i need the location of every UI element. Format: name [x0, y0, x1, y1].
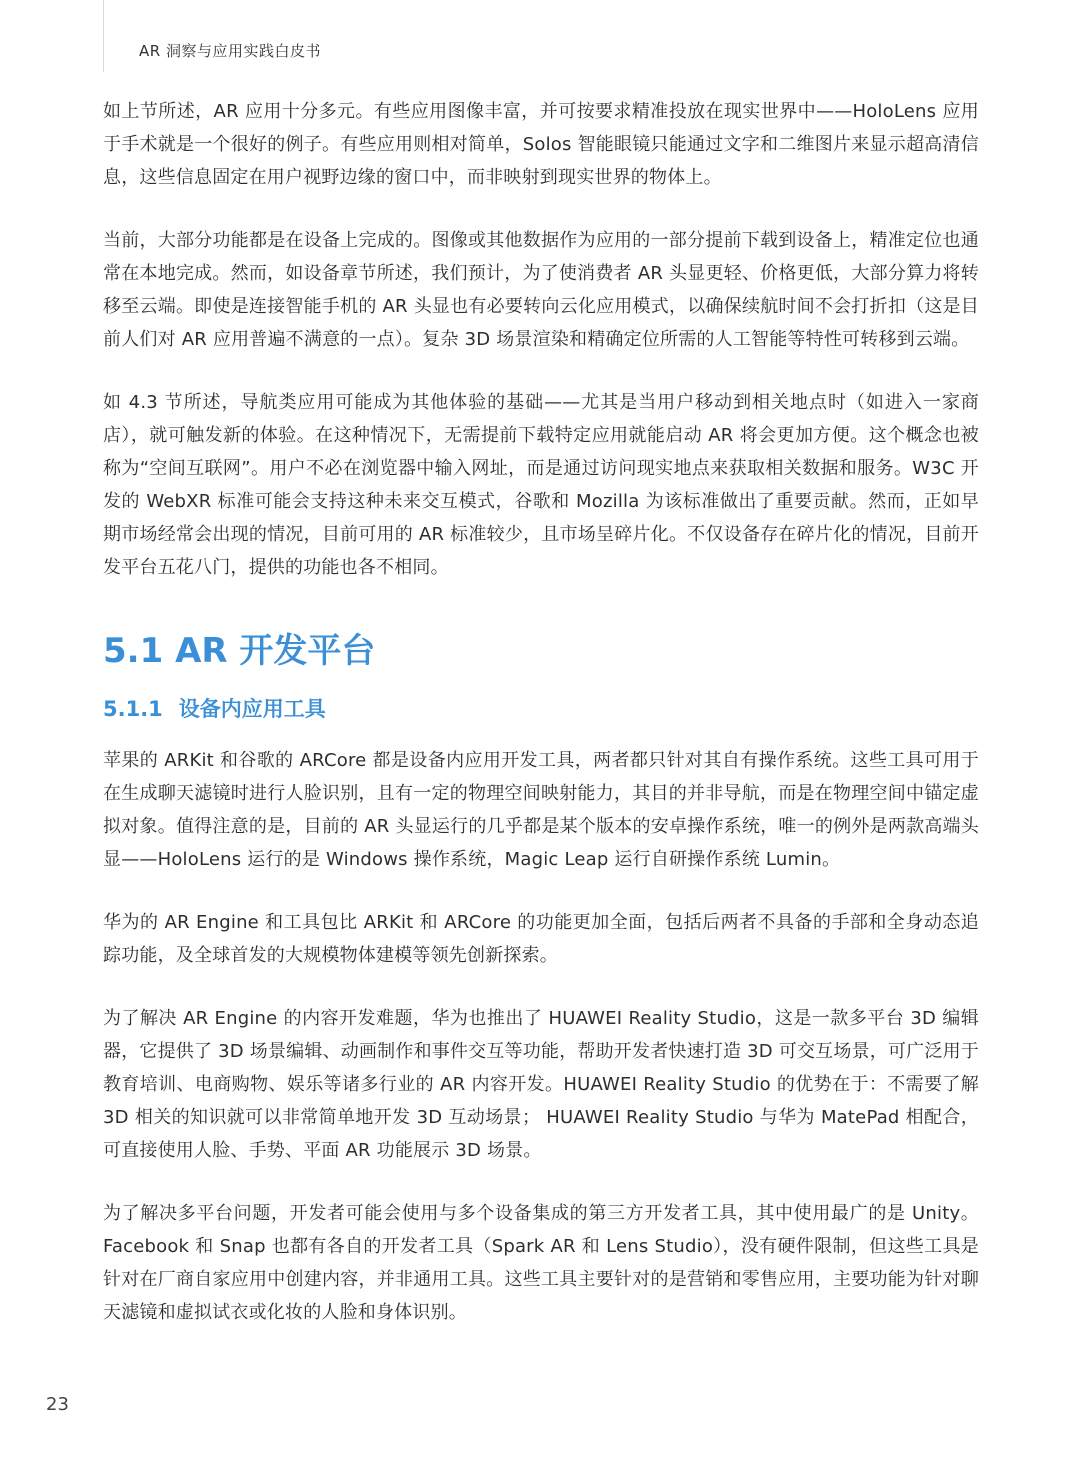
intro-paragraph-3: 如 4.3 节所述，导航类应用可能成为其他体验的基础——尤其是当用户移动到相关地点时（如进入一家商店），就可触发新的体验。在这种情况下，无需提前下载特定应用就能启动 AR 将会更加方便。这个概念也被称为“空间互联网”。用户不必在浏览器中输入网址，而是通过访问现实地点来获取相关数据和服务。W3C 开发的 WebXR 标准可能会支持这种未来交互模式，谷歌和 Mozilla 为该标准做出了重要贡献。然而，正如早期市场经常会出现的情况，目前可用的 AR 标准较少，且市场呈碎片化。不仅设备存在碎片化的情况，目前开发平台五花八门，提供的功能也各不相同。 [103, 392, 979, 578]
running-header: AR 洞察与应用实践白皮书 [139, 42, 321, 60]
body-paragraph-2: 华为的 AR Engine 和工具包比 ARKit 和 ARCore 的功能更加全面，包括后两者不具备的手部和全身动态追踪功能，及全球首发的大规模物体建模等领先创新探索。 [103, 912, 979, 966]
body-paragraph-1: 苹果的 ARKit 和谷歌的 ARCore 都是设备内应用开发工具，两者都只针对其自有操作系统。这些工具可用于在生成聊天滤镜时进行人脸识别，且有一定的物理空间映射能力，其目的并非导航，而是在物理空间中锚定虚拟对象。值得注意的是，目前的 AR 头显运行的几乎都是某个版本的安卓操作系统，唯一的例外是两款高端头显——HoloLens 运行的是 Windows 操作系统，Magic Leap 运行自研操作系统 Lumin。 [103, 750, 979, 870]
subsection-number: 5.1.1 [103, 697, 163, 721]
page-body [103, 95, 979, 1359]
section-heading: 5.1 AR 开发平台 [103, 631, 376, 671]
subsection-heading [103, 694, 979, 724]
body-paragraph-4: 为了解决多平台问题，开发者可能会使用与多个设备集成的第三方开发者工具，其中使用最广的是 Unity。Facebook 和 Snap 也都有各自的开发者工具（Spark AR 和 Lens Studio），没有硬件限制，但这些工具是针对在厂商自家应用中创建内容，并非通用工具。这些工具主要针对的是营销和零售应用，主要功能为针对聊天滤镜和虚拟试衣或化妆的人脸和身体识别。 [103, 1203, 979, 1323]
subsection-title: 设备内应用工具 [178, 697, 326, 721]
intro-paragraph-1: 如上节所述，AR 应用十分多元。有些应用图像丰富，并可按要求精准投放在现实世界中——HoloLens 应用于手术就是一个很好的例子。有些应用则相对简单，Solos 智能眼镜只能通过文字和二维图片来显示超高清信息，这些信息固定在用户视野边缘的窗口中，而非映射到现实世界的物体上。 [103, 101, 979, 188]
header-divider [103, 0, 104, 72]
page-number: 23 [46, 1394, 69, 1415]
body-paragraph-3: 为了解决 AR Engine 的内容开发难题，华为也推出了 HUAWEI Reality Studio，这是一款多平台 3D 编辑器，它提供了 3D 场景编辑、动画制作和事件交互等功能，帮助开发者快速打造 3D 可交互场景，可广泛用于教育培训、电商购物、娱乐等诸多行业的 AR 内容开发。HUAWEI Reality Studio 的优势在于：不需要了解 3D 相关的知识就可以非常简单地开发 3D 互动场景； HUAWEI Reality Studio 与华为 MatePad 相配合，可直接使用人脸、手势、平面 AR 功能展示 3D 场景。 [103, 1008, 979, 1161]
intro-paragraph-2: 当前，大部分功能都是在设备上完成的。图像或其他数据作为应用的一部分提前下载到设备上，精准定位也通常在本地完成。然而，如设备章节所述，我们预计，为了使消费者 AR 头显更轻、价格更低，大部分算力将转移至云端。即使是连接智能手机的 AR 头显也有必要转向云化应用模式，以确保续航时间不会打折扣（这是目前人们对 AR 应用普遍不满意的一点）。复杂 3D 场景渲染和精确定位所需的人工智能等特性可转移到云端。 [103, 230, 979, 350]
